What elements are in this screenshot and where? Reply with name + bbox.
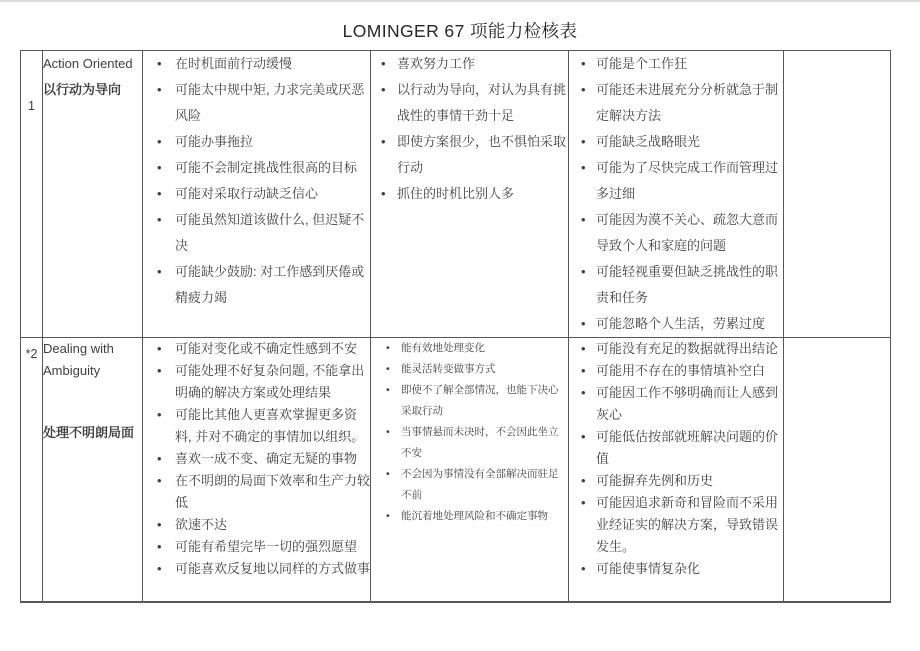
competency-row	[21, 338, 891, 602]
bullet-item: • 当事情悬而未决时，不会因此坐立不安	[371, 422, 568, 464]
bullet-item: • 可能有希望完毕一切的强烈愿望	[143, 536, 370, 558]
bullet-item: • 即使方案很少，也不惧怕采取行动	[371, 129, 568, 181]
bullet-item: • 喜欢努力工作	[371, 51, 568, 77]
bullet-item: • 能有效地处理变化	[371, 338, 568, 359]
bullet-list	[143, 51, 370, 311]
bullet-item: • 可能摒弃先例和历史	[569, 470, 783, 492]
competency-name-zh: 以行动为导向	[43, 82, 122, 97]
bullet-item: • 可能对变化或不确定性感到不安	[143, 338, 370, 360]
empty-notes-cell	[784, 51, 891, 338]
bullet-item: • 可能使事情复杂化	[569, 558, 783, 580]
bullet-item: • 可能虽然知道该做什么, 但迟疑不决	[143, 207, 370, 259]
bullet-item: • 可能缺少鼓励: 对工作感到厌倦或精疲力竭	[143, 259, 370, 311]
bullet-item: • 可能为了尽快完成工作而管理过多过细	[569, 155, 783, 207]
competency-row	[21, 51, 891, 338]
table-body	[21, 51, 891, 602]
competency-name-cell	[43, 51, 143, 338]
bullet-item: • 可能低估按部就班解决问题的价值	[569, 426, 783, 470]
row-number-cell	[21, 338, 43, 602]
bullet-item: • 在不明朗的局面下效率和生产力较低	[143, 470, 370, 514]
bullet-item: • 可能缺乏战略眼光	[569, 129, 783, 155]
bullet-item: • 能灵活转变做事方式	[371, 359, 568, 380]
bullet-list-cell-1	[143, 338, 371, 602]
bullet-list-cell-3	[569, 338, 784, 602]
bullet-list-cell-2	[371, 51, 569, 338]
bullet-item: • 可能对采取行动缺乏信心	[143, 181, 370, 207]
bullet-item: • 能沉着地处理风险和不确定事物	[371, 506, 568, 527]
competency-table	[20, 50, 891, 603]
bullet-item: • 可能太中规中矩, 力求完美或厌恶风险	[143, 77, 370, 129]
bullet-item: • 可能轻视重要但缺乏挑战性的职责和任务	[569, 259, 783, 311]
bullet-item: • 以行动为导向，对认为具有挑战性的事情干劲十足	[371, 77, 568, 129]
bullet-list-cell-3	[569, 51, 784, 338]
empty-notes-cell	[784, 338, 891, 602]
bullet-item: • 可能忽略个人生活，劳累过度	[569, 311, 783, 337]
page-top-edge	[0, 0, 920, 2]
bullet-item: • 可能因工作不够明确而让人感到灰心	[569, 382, 783, 426]
bullet-list-cell-2	[371, 338, 569, 602]
bullet-item: • 可能喜欢反复地以同样的方式做事	[143, 558, 370, 580]
bullet-item: • 欲速不达	[143, 514, 370, 536]
bullet-item: • 可能处理不好复杂问题, 不能拿出明确的解决方案或处理结果	[143, 360, 370, 404]
bullet-item: • 在时机面前行动缓慢	[143, 51, 370, 77]
bullet-list	[569, 338, 783, 580]
bullet-item: • 可能不会制定挑战性很高的目标	[143, 155, 370, 181]
competency-name-en: Dealing with Ambiguity	[43, 341, 114, 378]
bullet-list	[569, 51, 783, 337]
document-title: LOMINGER 67 项能力检核表	[342, 21, 578, 41]
bullet-item: • 可能还未进展充分分析就急于制定解决方法	[569, 77, 783, 129]
bullet-item: • 可能因追求新奇和冒险而不采用业经证实的解决方案，导致错误发生。	[569, 492, 783, 558]
bullet-item: • 可能是个工作狂	[569, 51, 783, 77]
bullet-list	[371, 338, 568, 527]
bullet-item: • 可能办事拖拉	[143, 129, 370, 155]
bullet-item: • 可能没有充足的数据就得出结论	[569, 338, 783, 360]
row-number: *2	[25, 347, 38, 361]
competency-name-en: Action Oriented	[43, 56, 133, 71]
competency-name-cell	[43, 338, 143, 602]
row-number-cell	[21, 51, 43, 338]
bullet-list-cell-1	[143, 51, 371, 338]
row-number: 1	[28, 99, 35, 113]
bullet-item: • 可能比其他人更喜欢掌握更多资料, 并对不确定的事情加以组织。	[143, 404, 370, 448]
bullet-item: • 喜欢一成不变、确定无疑的事物	[143, 448, 370, 470]
bullet-item: • 可能因为漠不关心、疏忽大意而导致个人和家庭的问题	[569, 207, 783, 259]
competency-name-zh: 处理不明朗局面	[43, 425, 135, 440]
bullet-list	[143, 338, 370, 580]
bullet-item: • 不会因为事情没有全部解决而驻足不前	[371, 464, 568, 506]
bullet-item: • 即使不了解全部情况，也能下决心采取行动	[371, 380, 568, 422]
bullet-list	[371, 51, 568, 207]
bullet-item: • 可能用不存在的事情填补空白	[569, 360, 783, 382]
bullet-item: • 抓住的时机比别人多	[371, 181, 568, 207]
